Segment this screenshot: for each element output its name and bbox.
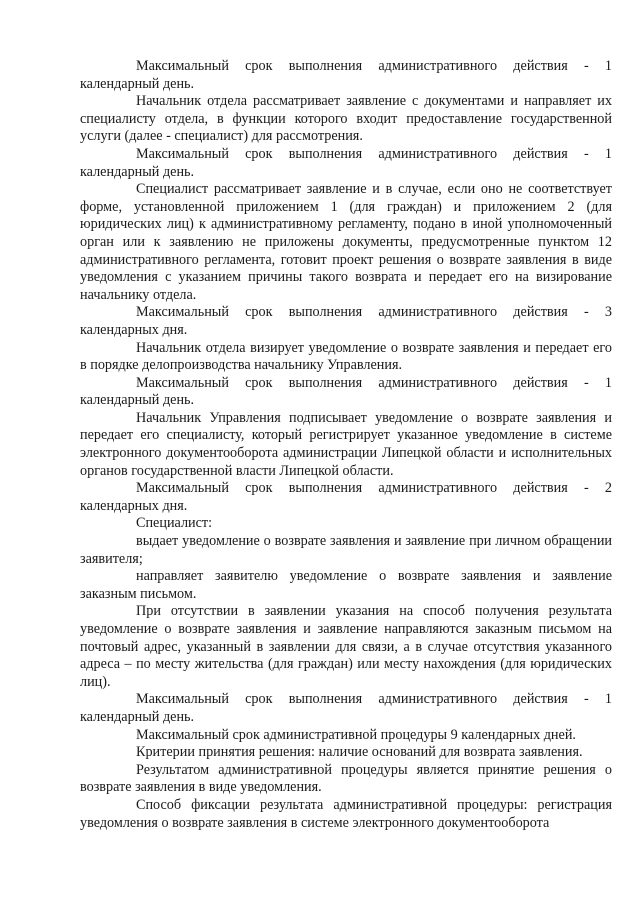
paragraph-head-endorses: Начальник отдела визирует уведомление о возврате заявления и передает его в порядке делопроизводства начальнику Управления. [80,339,612,374]
paragraph-decision-criteria: Критерии принятия решения: наличие оснований для возврата заявления. [136,744,583,761]
paragraph-max-term-2: Максимальный срок выполнения административного действия - 1 календарный день. [80,145,612,180]
paragraph-result-fixation: Способ фиксации результата административной процедуры: регистрация уведомления о возврате заявления в системе электронного документооборота [80,796,612,831]
paragraph-procedure-max-term: Максимальный срок административной процедуры 9 календарных дней. [136,726,576,743]
paragraph-director-signs: Начальник Управления подписывает уведомление о возврате заявления и передает его специалисту, который регистрирует указанное уведомление в системе электронного документооборота администрации Липецкой области и исполнительных органов государственной власти Липецкой области. [80,409,612,479]
paragraph-sends-by-mail: направляет заявителю уведомление о возврате заявления и заявление заказным письмом. [80,568,612,602]
paragraph-procedure-result: Результатом административной процедуры является принятие решения о возврате заявления в виде уведомления. [80,761,612,796]
paragraph-issues-in-person: выдает уведомление о возврате заявления и заявление при личном обращении заявителя; [80,533,612,567]
paragraph-head-reviews: Начальник отдела рассматривает заявление с документами и направляет их специалисту отдела, в функции которого входит предоставление государственной услуги (далее - специалист) для рассмотрения. [80,93,612,145]
paragraph-max-term-5: Максимальный срок выполнения административного действия - 2 календарных дня. [80,480,612,514]
paragraph-max-term-4: Максимальный срок выполнения административного действия - 1 календарный день. [80,374,612,409]
paragraph-max-term-1: Максимальный срок выполнения административного действия - 1 календарный день. [80,58,612,92]
paragraph-max-term-6: Максимальный срок выполнения административного действия - 1 календарный день. [80,691,612,725]
paragraph-max-term-3: Максимальный срок выполнения административного действия - 3 календарных дня. [80,304,612,338]
paragraph-specialist-label: Специалист: [136,515,213,532]
paragraph-specialist-reviews: Специалист рассматривает заявление и в случае, если оно не соответствует форме, установленной приложением 1 (для граждан) и приложением 2 (для юридических лиц) к административному регламенту, подано в иной уполномоченный орган или к заявлению не приложены документы, предусмотренные пунктом 12 административного регламента, готовит проект решения о возврате заявления в виде уведомления с указанием причины такого возврата и передает его на визирование начальнику отдела. [80,181,612,303]
document-body [80,58,612,832]
paragraph-no-delivery-method: При отсутствии в заявлении указания на способ получения результата уведомление о возврате заявления и заявление направляются заказным письмом на почтовый адрес, указанный в заявлении для связи, а в случае отсутствия указанного адреса – по месту жительства (для граждан) или месту нахождения (для юридических лиц). [80,603,612,690]
